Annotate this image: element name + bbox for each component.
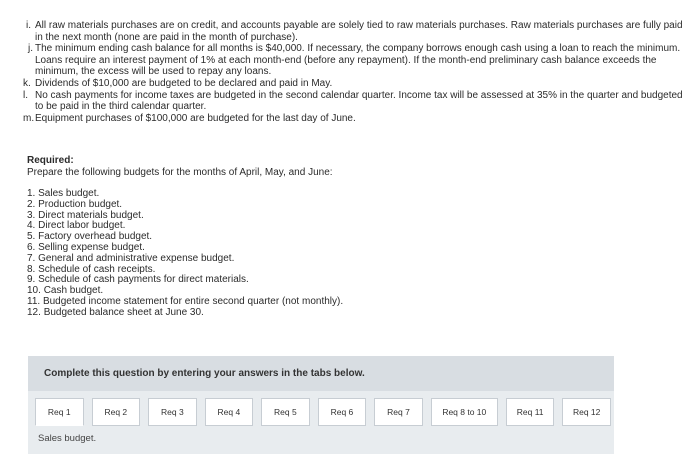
tab-req-7[interactable]: Req 7 bbox=[374, 398, 423, 426]
tab-content bbox=[28, 428, 614, 454]
tab-bar bbox=[35, 398, 611, 426]
item-text: General and administrative expense budget. bbox=[38, 252, 235, 264]
item-number: 6. bbox=[27, 241, 36, 253]
item-number: 4. bbox=[27, 220, 36, 232]
item-text: Budgeted income statement for entire second quarter (not monthly). bbox=[42, 295, 344, 307]
item-text: Cash budget. bbox=[43, 285, 104, 297]
budget-list bbox=[27, 189, 343, 319]
item-number: 7. bbox=[27, 252, 36, 264]
assumption-item bbox=[0, 43, 700, 78]
tab-req-12[interactable]: Req 12 bbox=[562, 398, 611, 426]
tab-req-11[interactable]: Req 11 bbox=[506, 398, 555, 426]
assumption-text: Dividends of $10,000 are budgeted to be declared and paid in May. bbox=[35, 77, 333, 89]
assumption-item bbox=[0, 78, 700, 90]
item-text: Sales budget. bbox=[38, 188, 100, 199]
item-text: Direct materials budget. bbox=[38, 209, 144, 221]
tab-req-5[interactable]: Req 5 bbox=[261, 398, 310, 426]
item-number: 11. bbox=[27, 295, 41, 307]
required-section bbox=[27, 155, 333, 179]
item-text: Schedule of cash payments for direct materials. bbox=[38, 274, 249, 286]
tab-req-8-to-10[interactable]: Req 8 to 10 bbox=[431, 398, 498, 426]
assumption-marker: m. bbox=[23, 112, 35, 124]
item-number: 2. bbox=[27, 198, 36, 210]
item-text: Budgeted balance sheet at June 30. bbox=[43, 306, 204, 318]
item-number: 1. bbox=[27, 188, 36, 199]
assumption-text: Equipment purchases of $100,000 are budgeted for the last day of June. bbox=[35, 112, 356, 124]
assumption-text: The minimum ending cash balance for all months is $40,000. If necessary, the company borrows enough cash using a loan to reach the minimum. Loans require an interest payment of 1% at each month-end (before any repayment). If the month-end preliminary cash balance exceeds the minimum, the excess will be used to repay any loans. bbox=[35, 43, 681, 78]
assumption-text: No cash payments for income taxes are budgeted in the second calendar quarter. Income tax will be assessed at 35% in the quarter and budgeted to be paid in the third calendar quarter. bbox=[35, 89, 683, 113]
item-number: 8. bbox=[27, 263, 36, 275]
list-item bbox=[27, 308, 343, 319]
assumption-text: All raw materials purchases are on credit, and accounts payable are solely tied to raw materials purchases. Raw materials purchases are fully paid in the next month (none are paid in the month of purchase). bbox=[35, 20, 683, 43]
item-text: Production budget. bbox=[38, 198, 123, 210]
assumption-marker: k. bbox=[23, 77, 31, 89]
assumptions-list bbox=[0, 0, 700, 124]
item-number: 3. bbox=[27, 209, 36, 221]
item-text: Direct labor budget. bbox=[38, 220, 126, 232]
item-number: 12. bbox=[27, 306, 41, 318]
tab-req-2[interactable]: Req 2 bbox=[92, 398, 141, 426]
tab-req-1[interactable]: Req 1 bbox=[35, 398, 84, 426]
required-instruction: Prepare the following budgets for the months of April, May, and June: bbox=[27, 167, 333, 178]
item-text: Selling expense budget. bbox=[38, 241, 145, 253]
required-title: Required: bbox=[27, 155, 74, 166]
item-number: 5. bbox=[27, 231, 36, 243]
question-tabs-panel bbox=[28, 356, 614, 454]
assumption-marker: i. bbox=[26, 20, 31, 31]
tab-req-3[interactable]: Req 3 bbox=[148, 398, 197, 426]
tab-req-6[interactable]: Req 6 bbox=[318, 398, 367, 426]
item-number: 10. bbox=[27, 285, 41, 297]
assumption-item bbox=[0, 113, 700, 125]
tab-req-4[interactable]: Req 4 bbox=[205, 398, 254, 426]
item-text: Schedule of cash receipts. bbox=[38, 263, 156, 275]
panel-header: Complete this question by entering your answers in the tabs below. bbox=[28, 356, 614, 391]
assumption-marker: j. bbox=[28, 43, 33, 55]
assumption-item bbox=[0, 20, 700, 43]
tab-content-label: Sales budget. bbox=[38, 433, 97, 444]
assumption-marker: l. bbox=[23, 89, 28, 101]
item-number: 9. bbox=[27, 274, 36, 286]
assumption-item bbox=[0, 90, 700, 113]
item-text: Factory overhead budget. bbox=[38, 231, 153, 243]
